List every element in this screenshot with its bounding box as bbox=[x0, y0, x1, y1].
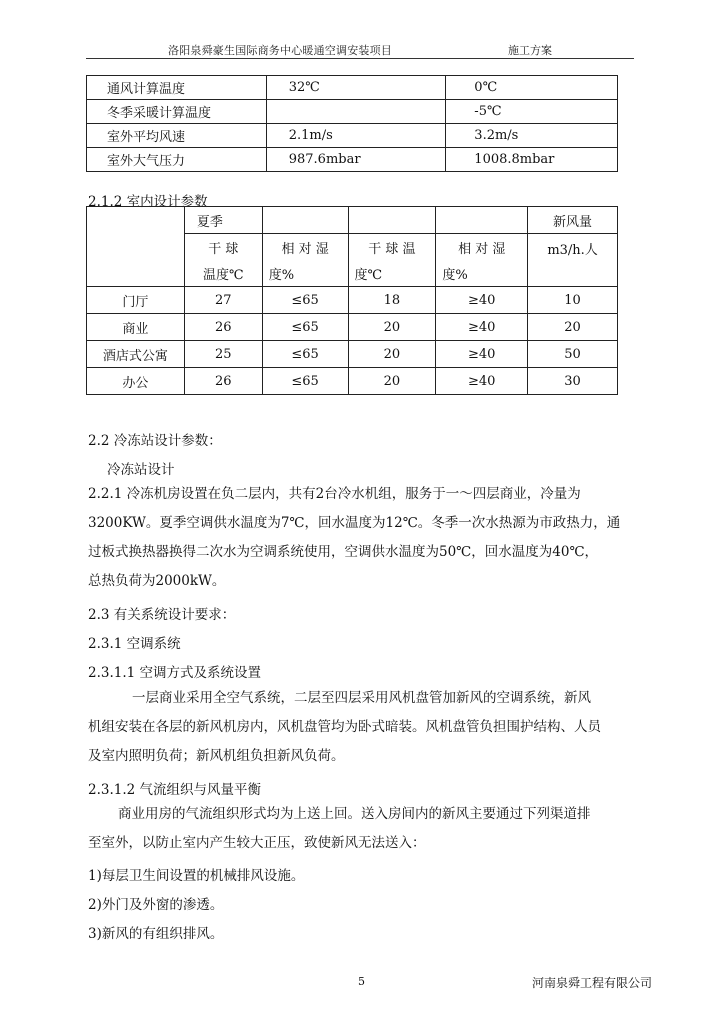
list bbox=[88, 862, 632, 949]
section-heading: 2.3.1.1 空调方式及系统设置 bbox=[88, 665, 262, 681]
table-cell: ≥40 bbox=[436, 314, 528, 341]
table-cell: 987.6mbar bbox=[266, 148, 446, 172]
sub-heading: 冷冻站设计 bbox=[107, 462, 175, 478]
section-heading: 2.3.1 空调系统 bbox=[88, 636, 181, 652]
text-line: 2.2.1 冷冻机房设置在负二层内，共有2台冷水机组，服务于一～四层商业，冷量为 bbox=[88, 486, 581, 502]
section-heading: 2.2 冷冻站设计参数： bbox=[88, 433, 222, 449]
table-cell: 1008.8mbar bbox=[446, 148, 618, 172]
list-item: 1)每层卫生间设置的机械排风设施。 bbox=[88, 868, 305, 884]
text-line: 至室外，以防止室内产生较大正压，致使新风无法送入： bbox=[88, 835, 426, 851]
indoor-params-table bbox=[86, 206, 618, 395]
header-project: 洛阳泉舜豪生国际商务中心暖通空调安装项目 bbox=[168, 44, 392, 57]
table-row bbox=[87, 287, 618, 314]
text-line: 商业用房的气流组织形式均为上送上回。送入房间内的新风主要通过下列渠道排 bbox=[118, 806, 591, 822]
table-cell: 冬季采暖计算温度 bbox=[87, 100, 267, 124]
table-cell: 温度℃ bbox=[184, 260, 262, 287]
table-cell: 室外平均风速 bbox=[87, 124, 267, 148]
table-cell: 20 bbox=[348, 314, 436, 341]
text-line: 机组安装在各层的新风机房内，风机盘管均为卧式暗装。风机盘管负担围护结构、人员 bbox=[88, 719, 601, 735]
table-cell: m3/h.人 bbox=[528, 234, 618, 287]
table-cell: ≤65 bbox=[262, 341, 348, 368]
table-cell: 度℃ bbox=[348, 260, 436, 287]
table-cell: 干 球 bbox=[184, 234, 262, 261]
text-line: 3200KW。夏季空调供水温度为7℃，回水温度为12℃。冬季一次水热源为市政热力，通 bbox=[88, 515, 621, 531]
table-cell: 干 球 温 bbox=[348, 234, 436, 261]
table-cell: 30 bbox=[528, 368, 618, 395]
table-cell bbox=[266, 100, 446, 124]
text-line: 及室内照明负荷；新风机组负担新风负荷。 bbox=[88, 748, 345, 764]
paragraph-2-3-1-2 bbox=[88, 800, 632, 858]
table-cell: 26 bbox=[184, 314, 262, 341]
section-heading: 2.3 有关系统设计要求： bbox=[88, 607, 236, 623]
table-cell bbox=[348, 207, 436, 234]
table-cell: ≤65 bbox=[262, 368, 348, 395]
paragraph-2-3-1-1 bbox=[88, 684, 632, 771]
table-cell: 18 bbox=[348, 287, 436, 314]
table-cell: 度% bbox=[262, 260, 348, 287]
table-row bbox=[87, 341, 618, 368]
paragraph-2-2-1 bbox=[88, 480, 632, 596]
text-line: 过板式换热器换得二次水为空调系统使用，空调供水温度为50℃，回水温度为40℃， bbox=[88, 544, 599, 560]
table-cell: 0℃ bbox=[446, 76, 618, 100]
table-cell: 相 对 湿 bbox=[436, 234, 528, 261]
table-row bbox=[87, 100, 618, 124]
table-cell: 相 对 湿 bbox=[262, 234, 348, 261]
table-cell: 50 bbox=[528, 341, 618, 368]
section-heading: 2.3.1.2 气流组织与风量平衡 bbox=[88, 782, 262, 798]
footer-company: 河南泉舜工程有限公司 bbox=[532, 976, 653, 990]
table-cell: ≥40 bbox=[436, 287, 528, 314]
table-cell: 26 bbox=[184, 368, 262, 395]
table-cell: ≤65 bbox=[262, 314, 348, 341]
table-row bbox=[87, 124, 618, 148]
section-heading: 2.1.2 室内设计参数 bbox=[88, 194, 208, 210]
text-line: 一层商业采用全空气系统，二层至四层采用风机盘管加新风的空调系统，新风 bbox=[132, 690, 591, 706]
table-cell: 3.2m/s bbox=[446, 124, 618, 148]
table-row bbox=[87, 148, 618, 172]
table-cell bbox=[436, 207, 528, 234]
page-number: 5 bbox=[358, 975, 365, 988]
table-cell: 2.1m/s bbox=[266, 124, 446, 148]
table-cell: 25 bbox=[184, 341, 262, 368]
header-rule bbox=[86, 58, 634, 59]
table-cell: 室外大气压力 bbox=[87, 148, 267, 172]
table-cell: 度% bbox=[436, 260, 528, 287]
table-cell: 夏季 bbox=[184, 207, 262, 234]
table-cell bbox=[87, 207, 185, 287]
text-line: 总热负荷为2000kW。 bbox=[88, 573, 226, 589]
outdoor-params-table bbox=[86, 75, 618, 172]
table-cell: 通风计算温度 bbox=[87, 76, 267, 100]
table-cell: 商业 bbox=[87, 314, 185, 341]
table-cell: 办公 bbox=[87, 368, 185, 395]
table-cell: ≥40 bbox=[436, 341, 528, 368]
table-row bbox=[87, 368, 618, 395]
table-cell: ≥40 bbox=[436, 368, 528, 395]
table-cell: 酒店式公寓 bbox=[87, 341, 185, 368]
table-cell: 10 bbox=[528, 287, 618, 314]
list-item: 2)外门及外窗的渗透。 bbox=[88, 897, 224, 913]
table-cell: 门厅 bbox=[87, 287, 185, 314]
table-cell: 27 bbox=[184, 287, 262, 314]
table-cell: 20 bbox=[348, 341, 436, 368]
table-row bbox=[87, 314, 618, 341]
table-cell: -5℃ bbox=[446, 100, 618, 124]
table-row bbox=[87, 207, 618, 234]
table-cell: 20 bbox=[528, 314, 618, 341]
table-cell: ≤65 bbox=[262, 287, 348, 314]
header-doc-type: 施工方案 bbox=[508, 44, 552, 57]
table-cell bbox=[262, 207, 348, 234]
list-item: 3)新风的有组织排风。 bbox=[88, 926, 224, 942]
table-cell: 20 bbox=[348, 368, 436, 395]
table-cell: 32℃ bbox=[266, 76, 446, 100]
table-row bbox=[87, 76, 618, 100]
table-cell: 新风量 bbox=[528, 207, 618, 234]
